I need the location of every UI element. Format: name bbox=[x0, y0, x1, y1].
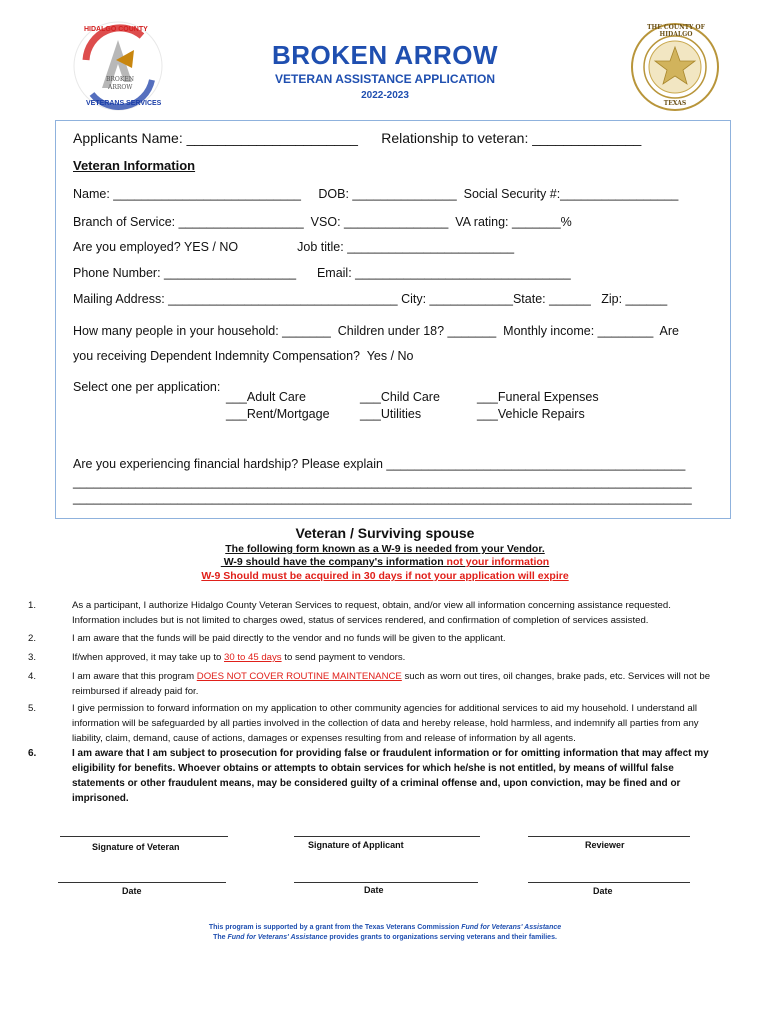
seal-top-text: THE COUNTY OF HIDALGO bbox=[647, 24, 705, 38]
reviewer-signature-label: Reviewer bbox=[585, 840, 625, 850]
applicant-name-field[interactable]: Applicants Name: ______________________ Relationship to veteran: ______________ bbox=[73, 130, 642, 146]
option-utilities[interactable]: ___Utilities bbox=[360, 407, 422, 421]
term-text: I am aware that I am subject to prosecution for providing false or fraudulent information or for omitting information that may affect my eligibility for benefits. Whoever obtains or attempts to obtain services for which he/she is not entitled, by means of willful false statements or other fraudulent means, may be considered guilty of a criminal offense and, upon conviction, may be fined and or imprisoned. bbox=[72, 748, 709, 804]
veteran-info-heading: Veteran Information bbox=[73, 158, 196, 173]
branch-vso-rating-field[interactable]: Branch of Service: __________________ VSO: _______________ VA rating: _______% bbox=[73, 215, 572, 229]
page-subtitle: VETERAN ASSISTANCE APPLICATION bbox=[274, 72, 495, 86]
reviewer-date-label: Date bbox=[593, 886, 613, 896]
reviewer-signature-line[interactable] bbox=[528, 836, 690, 837]
w9-notice-2 bbox=[0, 556, 770, 568]
term-item-6 bbox=[28, 746, 718, 806]
term-item-1 bbox=[28, 598, 718, 628]
mailing-address-field[interactable]: Mailing Address: _________________________________ City: ____________State: ______ Zip: ______ bbox=[73, 292, 668, 306]
term-number: 1. bbox=[28, 600, 37, 611]
term-text-highlight: 30 to 45 days bbox=[224, 652, 282, 663]
option-vehicle-repairs[interactable]: ___Vehicle Repairs bbox=[477, 407, 585, 421]
term-text-b: such as worn out tires, oil changes, brake pads, etc. Services will not be reimbursed if already paid for. bbox=[72, 671, 711, 697]
logo-left-center-text-1: BROKEN bbox=[106, 76, 134, 83]
section-title: Veteran / Surviving spouse bbox=[295, 525, 475, 541]
applicant-date-line[interactable] bbox=[294, 882, 478, 883]
option-adult-care[interactable]: ___Adult Care bbox=[226, 390, 306, 404]
footer-2a: The bbox=[213, 934, 228, 941]
term-item-4 bbox=[28, 669, 718, 699]
term-text-a: I am aware that this program bbox=[72, 671, 197, 682]
footer-2b: Fund for Veterans' Assistance bbox=[227, 934, 328, 941]
applicant-signature-line[interactable] bbox=[294, 836, 480, 837]
term-item-5 bbox=[28, 701, 718, 746]
veteran-name-dob-ssn-field[interactable]: Name: ___________________________ DOB: _______________ Social Security #:_________________ bbox=[73, 187, 679, 201]
term-number: 6. bbox=[28, 748, 37, 759]
dic-question-field[interactable]: you receiving Dependent Indemnity Compensation? Yes / No bbox=[73, 349, 414, 363]
term-text-b: to send payment to vendors. bbox=[281, 652, 406, 663]
household-income-field[interactable]: How many people in your household: _______ Children under 18? _______ Monthly income: ________ Are bbox=[73, 324, 679, 338]
select-one-label: Select one per application: bbox=[73, 380, 221, 394]
phone-email-field[interactable]: Phone Number: ___________________ Email: _______________________________ bbox=[73, 266, 571, 280]
option-child-care[interactable]: ___Child Care bbox=[360, 390, 440, 404]
term-item-2 bbox=[28, 631, 718, 646]
applicant-signature-label: Signature of Applicant bbox=[308, 840, 404, 850]
option-funeral-expenses[interactable]: ___Funeral Expenses bbox=[477, 390, 599, 404]
footer-line-2 bbox=[0, 934, 770, 941]
footer-1a: This program is supported by a grant from the Texas Veterans Commission bbox=[208, 924, 462, 931]
employment-job-field[interactable]: Are you employed? YES / NO Job title: ________________________ bbox=[73, 240, 515, 254]
term-item-3 bbox=[28, 650, 718, 665]
logo-left-bottom-text: VETERANS SERVICES bbox=[86, 100, 162, 107]
term-text-highlight: DOES NOT COVER ROUTINE MAINTENANCE bbox=[196, 671, 402, 682]
footer-line-1 bbox=[0, 924, 770, 931]
logo-left-center-text-2: ARROW bbox=[108, 84, 133, 91]
term-number: 4. bbox=[28, 671, 37, 682]
footer-2c: provides grants to organizations serving veterans and their families. bbox=[327, 934, 557, 941]
w9-notice-1: The following form known as a W-9 is needed from your Vendor. bbox=[225, 543, 545, 555]
page-title: BROKEN ARROW bbox=[271, 40, 499, 70]
hardship-blank-line-2[interactable]: _________________________________________________________________________________________ bbox=[73, 491, 692, 505]
term-number: 3. bbox=[28, 652, 37, 663]
term-number: 5. bbox=[28, 703, 37, 714]
w9-notice-2a: W-9 should have the company's information bbox=[220, 556, 447, 568]
hardship-explain-field[interactable]: Are you experiencing financial hardship? Please explain ___________________________________________ bbox=[73, 457, 686, 471]
program-year: 2022-2023 bbox=[361, 90, 409, 101]
term-text-a: If/when approved, it may take up to bbox=[72, 652, 224, 663]
reviewer-date-line[interactable] bbox=[528, 882, 690, 883]
term-text: I am aware that the funds will be paid directly to the vendor and no funds will be given to the applicant. bbox=[72, 633, 506, 644]
veteran-signature-label: Signature of Veteran bbox=[92, 842, 180, 852]
footer-1b: Fund for Veterans' Assistance bbox=[461, 924, 562, 931]
veteran-date-line[interactable] bbox=[58, 882, 226, 883]
term-number: 2. bbox=[28, 633, 37, 644]
w9-notice-3: W-9 Should must be acquired in 30 days if not your application will expire bbox=[201, 570, 569, 582]
term-text: I give permission to forward information on my application to other community agencies for additional services to aid my household. I understand all information will be safeguarded by all parties involved in the collection of data and hereby release, hold harmless, and indemnify all parties from any liability, claim, demand, cause of actions, damages or expenses resulting from and release of information by all agents. bbox=[72, 703, 699, 744]
term-text: As a participant, I authorize Hidalgo County Veteran Services to request, obtain, and/or view all information concerning assistance requested. Information includes but is not limited to charges owed, status of services rendered, and confirmation of completion of services assisted. bbox=[72, 600, 671, 626]
w9-notice-2b: not your information bbox=[446, 556, 550, 568]
seal-bottom-text: TEXAS bbox=[663, 100, 687, 107]
applicant-date-label: Date bbox=[364, 885, 384, 895]
hardship-blank-line-1[interactable]: _________________________________________________________________________________________ bbox=[73, 475, 692, 489]
option-rent-mortgage[interactable]: ___Rent/Mortgage bbox=[226, 407, 330, 421]
logo-left-top-text: HIDALGO COUNTY bbox=[84, 26, 148, 33]
veteran-signature-line[interactable] bbox=[60, 836, 228, 837]
veteran-date-label: Date bbox=[122, 886, 142, 896]
